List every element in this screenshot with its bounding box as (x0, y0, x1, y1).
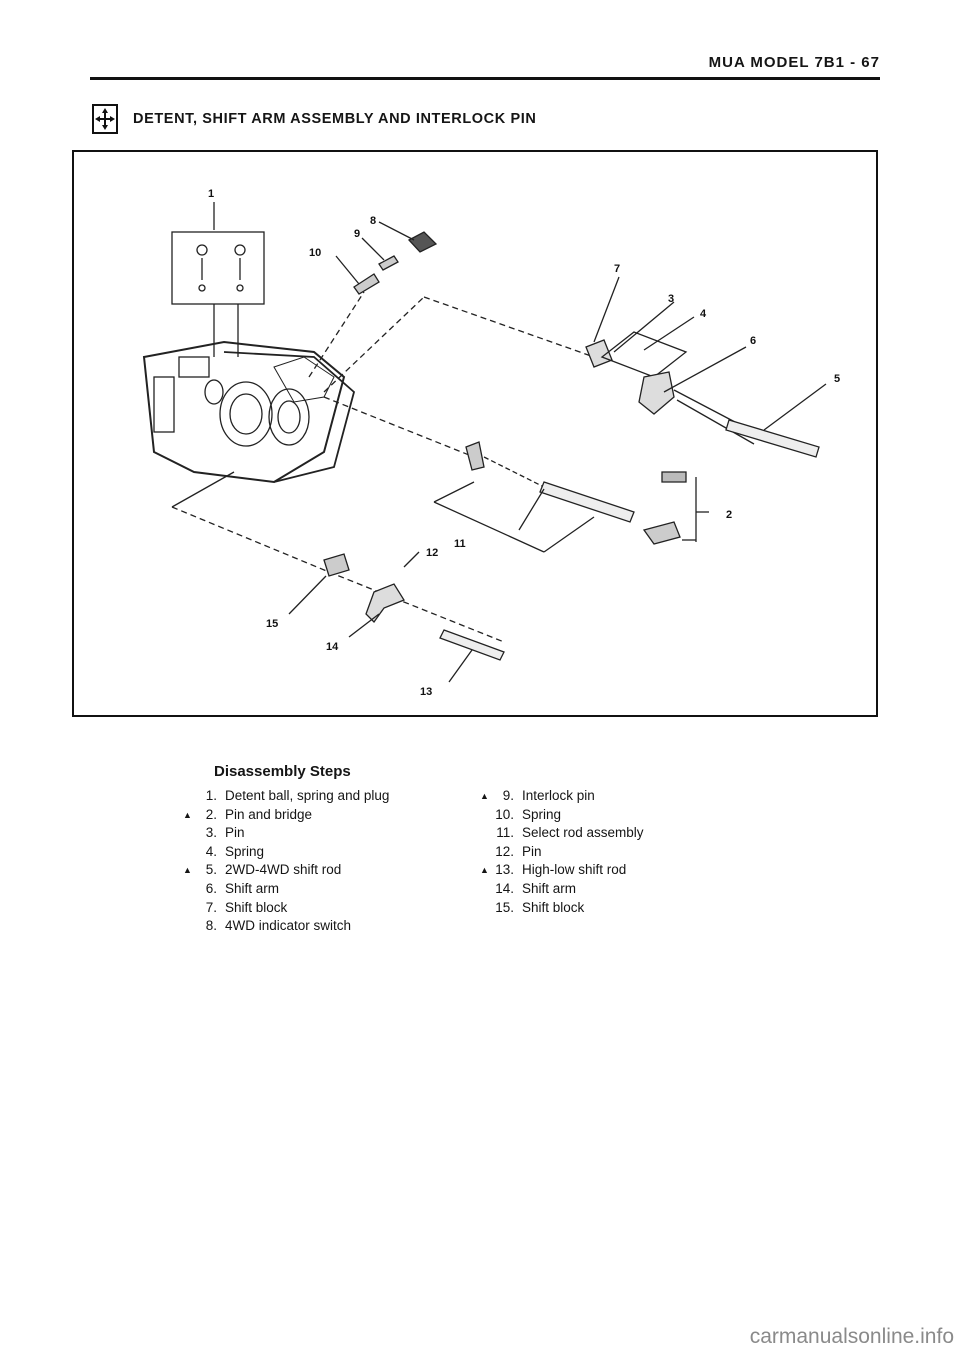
step-mark (480, 806, 492, 825)
step-mark: ▲ (480, 865, 489, 876)
step-text: Pin and bridge (225, 806, 313, 822)
header-rule (90, 77, 880, 80)
step-text: Interlock pin (522, 788, 595, 803)
step-mark: ▲ (480, 791, 489, 801)
step-mark (183, 787, 195, 806)
step-number: 11. (496, 825, 514, 841)
step-text: Pin (225, 825, 245, 841)
step-mark (480, 880, 492, 899)
callout-10: 10 (309, 247, 322, 259)
callout-1: 1 (208, 188, 215, 200)
step-number: 8. (205, 918, 217, 934)
page-header (0, 0, 960, 90)
step-text: Detent ball, spring and plug (225, 788, 390, 803)
steps-list-right (480, 787, 644, 917)
step-item (480, 843, 644, 862)
step-number: 9. (502, 788, 514, 803)
step-text: Pin (522, 843, 542, 859)
callout-12: 12 (426, 547, 439, 559)
step-mark: ▲ (183, 865, 192, 876)
step-mark (183, 824, 195, 843)
step-item (183, 787, 389, 806)
callout-2: 2 (726, 509, 733, 521)
step-number: 12. (495, 843, 514, 859)
callout-6: 6 (750, 335, 757, 347)
step-item (480, 880, 644, 899)
step-text: 4WD indicator switch (225, 918, 352, 934)
callout-8: 8 (370, 215, 377, 227)
step-mark (183, 843, 195, 862)
callout-14: 14 (326, 641, 339, 653)
exploded-diagram (72, 150, 878, 717)
step-number: 14. (495, 880, 514, 896)
disassembly-arrows-icon (92, 104, 118, 134)
callout-11: 11 (454, 538, 466, 550)
step-item (183, 824, 389, 843)
step-text: Shift block (522, 899, 585, 915)
step-item (183, 843, 389, 862)
step-number: 6. (205, 880, 217, 896)
watermark: carmanualsonline.info (749, 1325, 954, 1348)
step-mark (183, 899, 195, 918)
callout-7: 7 (614, 263, 621, 275)
page-header-title: MUA MODEL 7B1 - 67 (708, 54, 880, 71)
step-text: Spring (225, 843, 265, 859)
step-text: Shift arm (225, 880, 280, 896)
step-mark (183, 880, 195, 899)
step-number: 7. (205, 899, 217, 915)
step-number: 2. (205, 806, 217, 822)
step-mark (183, 917, 195, 936)
step-text: Shift arm (522, 880, 577, 896)
steps-heading: Disassembly Steps (214, 763, 351, 780)
step-item (183, 861, 389, 880)
steps-list-left (183, 787, 389, 936)
callout-5: 5 (834, 373, 841, 385)
step-text: 2WD-4WD shift rod (225, 862, 342, 878)
callout-9: 9 (354, 228, 361, 240)
step-mark (480, 824, 492, 843)
step-number: 4. (205, 843, 217, 859)
step-item (480, 806, 644, 825)
step-item (480, 899, 644, 918)
step-number: 10. (495, 806, 514, 822)
step-number: 5. (205, 862, 217, 878)
step-mark (480, 899, 492, 918)
step-item (480, 861, 644, 880)
step-item (480, 787, 644, 806)
step-mark: ▲ (183, 809, 192, 820)
step-text: Shift block (225, 899, 288, 915)
step-mark (480, 843, 492, 862)
step-number: 1. (205, 788, 217, 803)
step-item (183, 880, 389, 899)
step-text: Spring (522, 806, 562, 822)
step-text: Select rod assembly (522, 825, 644, 841)
callout-15: 15 (266, 618, 279, 630)
step-item (183, 917, 389, 936)
step-number: 15. (495, 899, 514, 915)
step-text: High-low shift rod (522, 862, 627, 878)
step-number: 13. (495, 862, 514, 878)
step-item (480, 824, 644, 843)
step-item (183, 899, 389, 918)
step-number: 3. (205, 825, 217, 841)
callout-13: 13 (420, 686, 433, 698)
step-item (183, 806, 389, 825)
section-title: DETENT, SHIFT ARM ASSEMBLY AND INTERLOCK PIN (133, 111, 537, 127)
callout-4: 4 (700, 308, 707, 320)
callout-3: 3 (668, 293, 675, 305)
